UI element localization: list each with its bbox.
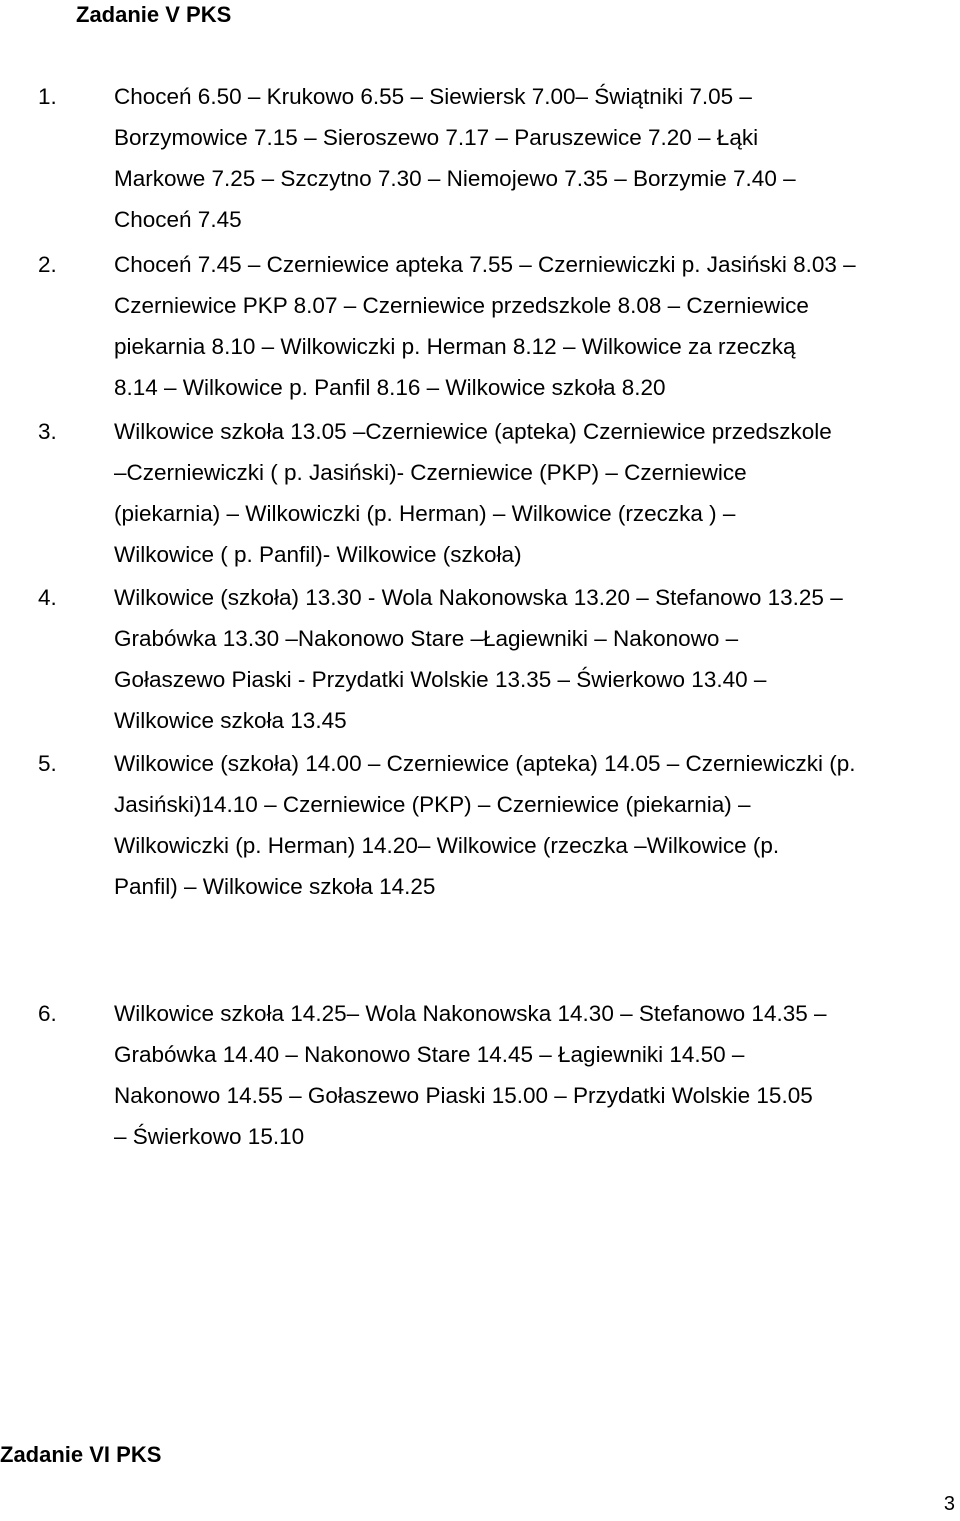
route-line: 8.14 – Wilkowice p. Panfil 8.16 – Wilkowice szkoła 8.20 [114,375,666,400]
route-line: – Świerkowo 15.10 [114,1124,305,1149]
route-number: 4. [38,585,57,610]
route-item-3 [38,411,943,575]
route-text [114,76,943,240]
section-heading-vi: Zadanie VI PKS [0,1442,162,1467]
route-line: (piekarnia) – Wilkowiczki (p. Herman) – Wilkowice (rzeczka ) – [114,501,736,526]
section-heading-v: Zadanie V PKS [76,2,232,27]
route-line: Choceń 6.50 – Krukowo 6.55 – Siewiersk 7.00– Świątniki 7.05 – [114,84,752,109]
route-number: 2. [38,252,57,277]
route-item-1 [38,76,943,240]
route-line: Grabówka 13.30 –Nakonowo Stare –Łagiewniki – Nakonowo – [114,626,739,651]
route-item-6 [38,993,943,1157]
route-text [114,577,943,741]
route-line: Borzymowice 7.15 – Sieroszewo 7.17 – Paruszewice 7.20 – Łąki [114,125,759,150]
route-line: Choceń 7.45 [114,207,242,232]
route-line: Choceń 7.45 – Czerniewice apteka 7.55 – Czerniewiczki p. Jasiński 8.03 – [114,252,856,277]
route-number: 1. [38,84,57,109]
route-text [114,411,943,575]
route-line: Panfil) – Wilkowice szkoła 14.25 [114,874,436,899]
route-item-5 [38,743,943,907]
route-text [114,743,943,907]
page-number: 3 [943,1493,955,1515]
route-line: Nakonowo 14.55 – Gołaszewo Piaski 15.00 – Przydatki Wolskie 15.05 [114,1083,813,1108]
route-line: Jasiński)14.10 – Czerniewice (PKP) – Czerniewice (piekarnia) – [114,792,751,817]
route-line: Gołaszewo Piaski - Przydatki Wolskie 13.35 – Świerkowo 13.40 – [114,667,767,692]
route-number: 5. [38,751,57,776]
route-text [114,244,943,408]
route-line: Wilkowice szkoła 13.05 –Czerniewice (apteka) Czerniewice przedszkole [114,419,832,444]
route-line: Grabówka 14.40 – Nakonowo Stare 14.45 – Łagiewniki 14.50 – [114,1042,745,1067]
route-number: 3. [38,419,57,444]
route-line: Markowe 7.25 – Szczytno 7.30 – Niemojewo 7.35 – Borzymie 7.40 – [114,166,796,191]
route-line: Wilkowice szkoła 14.25– Wola Nakonowska 14.30 – Stefanowo 14.35 – [114,1001,827,1026]
route-text [114,993,943,1157]
route-item-2 [38,244,943,408]
route-line: –Czerniewiczki ( p. Jasiński)- Czerniewice (PKP) – Czerniewice [114,460,747,485]
route-line: Wilkowice (szkoła) 13.30 - Wola Nakonowska 13.20 – Stefanowo 13.25 – [114,585,843,610]
route-line: piekarnia 8.10 – Wilkowiczki p. Herman 8.12 – Wilkowice za rzeczką [114,334,796,359]
route-line: Wilkowiczki (p. Herman) 14.20– Wilkowice (rzeczka –Wilkowice (p. [114,833,780,858]
route-line: Wilkowice szkoła 13.45 [114,708,347,733]
route-line: Wilkowice ( p. Panfil)- Wilkowice (szkoła) [114,542,522,567]
route-line: Czerniewice PKP 8.07 – Czerniewice przedszkole 8.08 – Czerniewice [114,293,809,318]
route-number: 6. [38,1001,57,1026]
route-line: Wilkowice (szkoła) 14.00 – Czerniewice (apteka) 14.05 – Czerniewiczki (p. [114,751,856,776]
route-item-4 [38,577,943,741]
